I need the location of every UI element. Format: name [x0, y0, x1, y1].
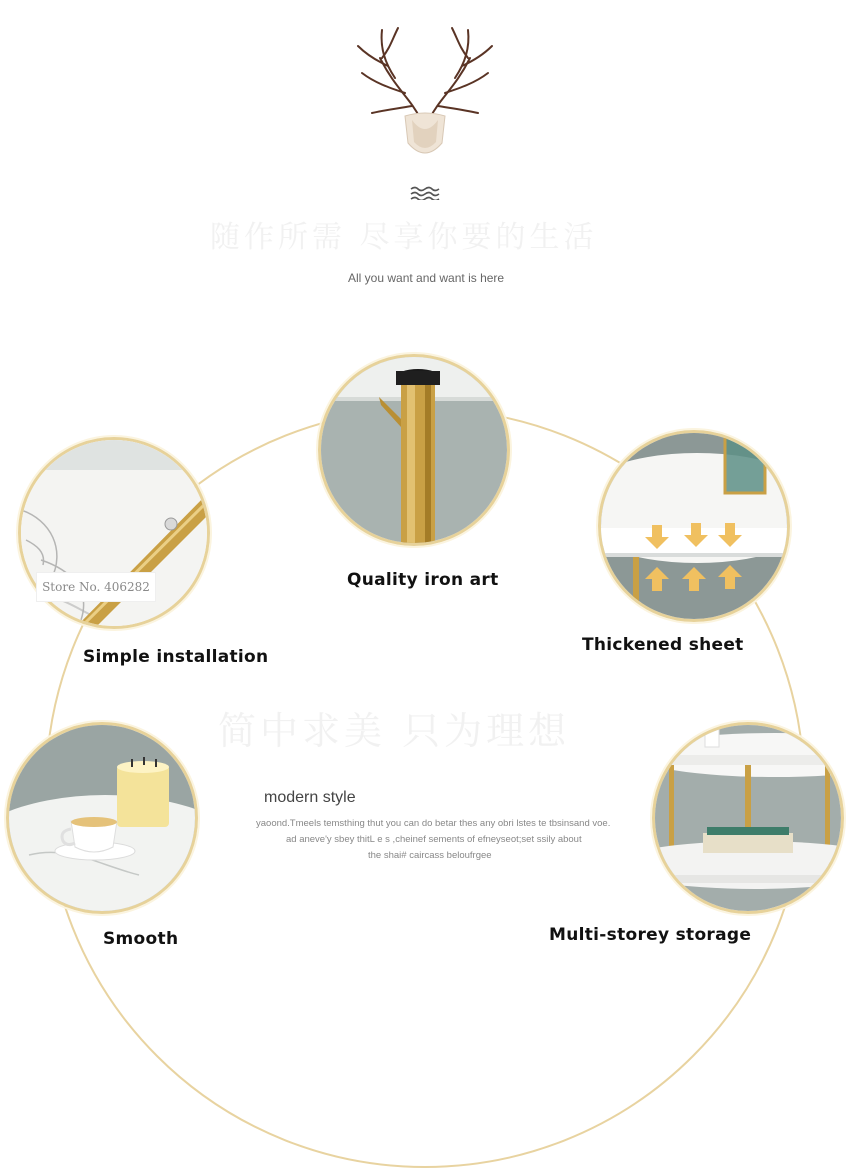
faded-chinese-heading: 简中求美 只为理想 — [218, 709, 571, 753]
multi-storey-storage-label: Multi-storey storage — [549, 925, 752, 945]
quality-iron-art-label: Quality iron art — [347, 570, 499, 590]
description-line-3: the shai# caircass beloufrgee — [368, 850, 492, 861]
simple-installation-label: Simple installation — [83, 647, 269, 667]
wave-divider-icon — [410, 186, 440, 200]
style-title: modern style — [264, 789, 356, 806]
description-line-2: ad aneve'y sbey thitL e s ,cheinef sements of efneyseot;set ssily about — [286, 834, 582, 845]
description-line-1: yaoond.Tmeels temsthing thut you can do betar thes any obri lstes te tbsinsand voe. — [256, 818, 611, 829]
smooth-label: Smooth — [103, 929, 179, 949]
store-number-label: Store No. 406282 — [36, 572, 156, 602]
thickened-sheet-image — [598, 430, 790, 622]
multi-storey-storage-image — [652, 722, 844, 914]
antler-decoration-icon — [350, 18, 500, 178]
thickened-sheet-label: Thickened sheet — [582, 635, 744, 655]
quality-iron-art-image — [318, 354, 510, 546]
tagline: All you want and want is here — [348, 271, 505, 285]
faded-chinese-title: 随作所需 尽享你要的生活 — [210, 220, 598, 255]
smooth-surface-image — [6, 722, 198, 914]
